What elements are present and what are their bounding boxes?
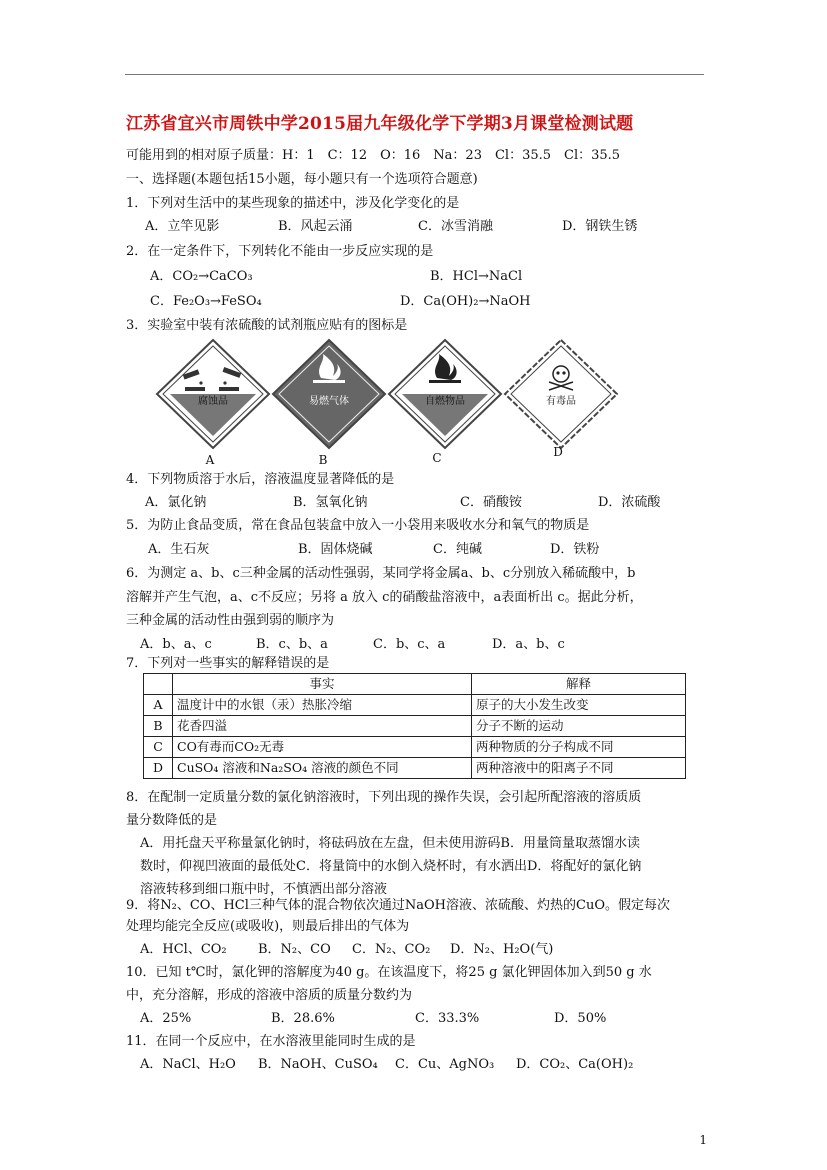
q6-option-a: A．b、a、c (140, 637, 212, 652)
row-fact: 花香四溢 (173, 716, 472, 737)
sign-label-c: 自燃物品 (425, 396, 465, 407)
page-title: 江苏省宜兴市周铁中学2015届九年级化学下学期3月课堂检测试题 (126, 114, 634, 134)
question-6-line-1: 6．为测定 a、b、c三种金属的活动性强弱，某同学将金属a、b、c分别放入稀硫酸中，b (126, 566, 636, 581)
q6-option-b: B．c、b、a (256, 637, 328, 652)
q6-option-c: C．b、c、a (373, 637, 446, 652)
hazard-sign-a (157, 340, 269, 467)
q1-option-d: D．钢铁生锈 (562, 219, 638, 234)
table-row (144, 716, 686, 737)
atomic-masses: 可能用到的相对原子质量：H：1 C：12 O：16 Na：23 Cl：35.5 Cl：35.5 (126, 148, 621, 163)
q4-option-b: B．氢氧化钠 (293, 495, 368, 510)
q9-option-a: A．HCl、CO₂ (140, 942, 227, 957)
q6-option-d: D．a、b、c (492, 637, 565, 652)
row-fact: CO有毒而CO₂无毒 (173, 737, 472, 758)
question-8-line-1: 8．在配制一定质量分数的氯化钠溶液时，下列出现的操作失误，会引起所配溶液的溶质质 (126, 790, 642, 805)
question-7-stem: 7．下列对一些事实的解释错误的是 (126, 656, 330, 671)
table-row (144, 737, 686, 758)
q10-option-b: B．28.6% (271, 1011, 335, 1026)
hazard-sign-b (273, 340, 385, 467)
table-header-explanation: 解释 (472, 674, 686, 695)
q2-option-c: C．Fe₂O₃→FeSO₄ (150, 294, 262, 309)
row-explanation: 两种物质的分子构成不同 (472, 737, 686, 758)
q9-option-d: D．N₂、H₂O(气) (450, 942, 554, 957)
hazard-sign-d (505, 340, 617, 459)
row-explanation: 原子的大小发生改变 (472, 695, 686, 716)
row-explanation: 两种溶液中的阳离子不同 (472, 758, 686, 779)
question-8-line-2: 量分数降低的是 (126, 813, 218, 828)
q2-option-d: D．Ca(OH)₂→NaOH (400, 294, 531, 309)
row-key: B (144, 716, 173, 737)
q11-option-b: B．NaOH、CuSO₄ (258, 1057, 378, 1072)
sign-label-d: 有毒品 (546, 396, 576, 407)
sign-label-a: 腐蚀品 (198, 396, 228, 407)
sign-letter-b: B (318, 453, 328, 467)
question-9-line-2: 处理均能完全反应(或吸收)，则最后排出的气体为 (126, 919, 410, 934)
table-header-fact: 事实 (173, 674, 472, 695)
q11-option-c: C．Cu、AgNO₃ (395, 1057, 495, 1072)
row-fact: CuSO₄ 溶液和Na₂SO₄ 溶液的颜色不同 (173, 758, 472, 779)
row-key: D (144, 758, 173, 779)
sign-label-b: 易燃气体 (309, 396, 349, 407)
question-2-stem: 2．在一定条件下，下列转化不能由一步反应实现的是 (126, 244, 434, 259)
q1-option-b: B．风起云涌 (278, 219, 353, 234)
hazard-sign-c (389, 340, 501, 465)
sign-letter-d: D (553, 445, 563, 459)
question-6-line-2: 溶解并产生气泡，a、c不反应；另将 a 放入 c的硝酸盐溶液中，a表面析出 c。据此分析， (126, 590, 643, 605)
question-1-stem: 1．下列对生活中的某些现象的描述中，涉及化学变化的是 (126, 196, 460, 211)
q9-option-b: B．N₂、CO (258, 942, 331, 957)
question-8-line-3: A．用托盘天平称量氯化钠时，将砝码放在左盘，但未使用游码B．用量筒量取蒸馏水读 (140, 836, 640, 851)
q1-option-c: C．冰雪消融 (418, 219, 493, 234)
q9-option-c: C．N₂、CO₂ (352, 942, 431, 957)
q4-option-c: C．硝酸铵 (460, 495, 522, 510)
question-8-line-5: 溶液转移到细口瓶中时，不慎洒出部分溶液 (140, 882, 388, 897)
question-10-line-2: 中，充分溶解，形成的溶液中溶质的质量分数约为 (126, 988, 413, 1003)
q11-option-a: A．NaCl、H₂O (140, 1057, 236, 1072)
q2-option-a: A．CO₂→CaCO₃ (150, 269, 253, 284)
question-10-line-1: 10．已知 t℃时，氯化钾的溶解度为40 g。在该温度下，将25 g 氯化钾固体加入到50 g 水 (126, 965, 652, 980)
page-number: 1 (699, 1133, 707, 1147)
row-explanation: 分子不断的运动 (472, 716, 686, 737)
sign-letter-a: A (205, 453, 215, 467)
hazard-signs (155, 338, 625, 468)
q4-option-d: D．浓硫酸 (598, 495, 661, 510)
table-header-key (144, 674, 173, 695)
q10-option-c: C．33.3% (415, 1011, 480, 1026)
question-6-line-3: 三种金属的活动性由强到弱的顺序为 (126, 613, 335, 628)
row-key: C (144, 737, 173, 758)
question-11-stem: 11．在同一个反应中，在水溶液里能同时生成的是 (126, 1034, 416, 1049)
question-5-stem: 5．为防止食品变质，常在食品包装盒中放入一小袋用来吸收水分和氧气的物质是 (126, 518, 590, 533)
q5-option-a: A．生石灰 (148, 542, 210, 557)
q5-option-d: D．铁粉 (550, 542, 600, 557)
q11-option-d: D．CO₂、Ca(OH)₂ (516, 1057, 634, 1072)
q10-option-d: D．50% (554, 1011, 607, 1026)
q5-option-b: B．固体烧碱 (298, 542, 373, 557)
table-row (144, 758, 686, 779)
question-3-stem: 3．实验室中装有浓硫酸的试剂瓶应贴有的图标是 (126, 318, 408, 333)
row-fact: 温度计中的水银（汞）热胀冷缩 (173, 695, 472, 716)
q2-option-b: B．HCl→NaCl (430, 269, 523, 284)
q4-option-a: A．氯化钠 (145, 495, 207, 510)
question-4-stem: 4．下列物质溶于水后，溶液温度显著降低的是 (126, 472, 395, 487)
sign-letter-c: C (432, 451, 442, 465)
table-header-row (144, 674, 686, 695)
row-key: A (144, 695, 173, 716)
header-rule (125, 74, 704, 75)
q7-table (143, 673, 686, 779)
q1-option-a: A．立竿见影 (145, 219, 220, 234)
section-heading: 一、选择题(本题包括15小题，每小题只有一个选项符合题意) (126, 172, 478, 187)
question-9-line-1: 9．将N₂、CO、HCl三种气体的混合物依次通过NaOH溶液、浓硫酸、灼热的CuO。假定每次 (126, 898, 671, 913)
q5-option-c: C．纯碱 (433, 542, 482, 557)
question-8-line-4: 数时，仰视凹液面的最低处C．将量筒中的水倒入烧杯时，有水洒出D．将配好的氯化钠 (140, 859, 642, 874)
table-row (144, 695, 686, 716)
q10-option-a: A．25% (140, 1011, 192, 1026)
